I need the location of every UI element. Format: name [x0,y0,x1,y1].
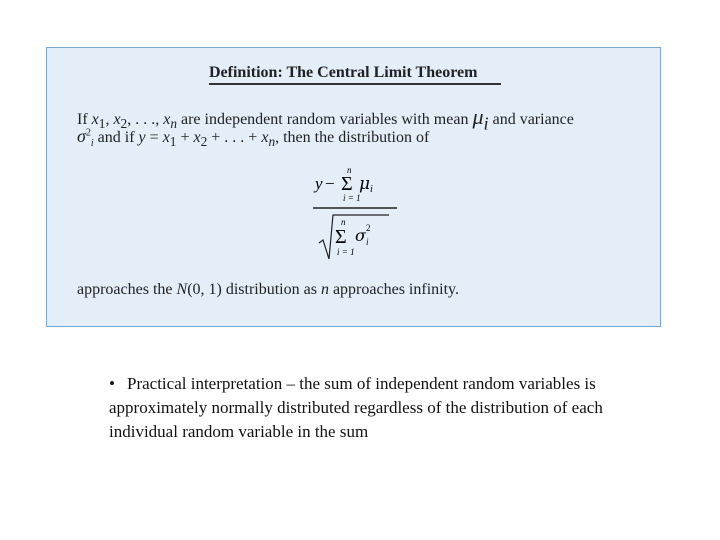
line-1-text: If $x_1$, $x_2$, . . ., $x_n$ are independent random variables with mean $\mu_i$ and variance [77,104,574,134]
formula-mu: μ [359,174,371,194]
formula-sigma-sub: i [366,237,369,247]
title-underline [209,83,501,85]
definition-line-3 [77,281,459,299]
sum-lower-2: i = 1 [337,247,355,257]
clt-formula [313,161,397,263]
sum-symbol-1: Σ [341,173,353,195]
sum-upper-1: n [347,165,352,175]
formula-sigma-sup: 2 [366,223,371,233]
sum-lower-1: i = 1 [343,193,361,203]
line-2-text: $\sigma^2_i$ and if $y = x_1 + x_2$ + . . . + $x_n$, then the distribution of [77,126,430,150]
formula-svg [313,161,397,263]
formula-y: y [315,174,323,193]
bullet-text: Practical interpretation – the sum of independent random variables is approximately normally distributed regardless of the distribution of each individual random variable in the sum [109,374,603,441]
definition-box [46,47,661,327]
sum-symbol-2: Σ [335,226,347,248]
line-3-text: approaches the N(0, 1) distribution as n approaches infinity. [77,281,459,298]
definition-line-2 [77,126,429,150]
definition-title: Definition: The Central Limit Theorem [209,64,478,81]
sum-upper-2: n [341,217,346,227]
bullet-point [109,372,629,444]
formula-mu-sub: i [370,184,373,195]
formula-sigma: σ [355,226,366,245]
bullet-symbol: • [109,374,115,393]
formula-minus: − [325,174,335,193]
